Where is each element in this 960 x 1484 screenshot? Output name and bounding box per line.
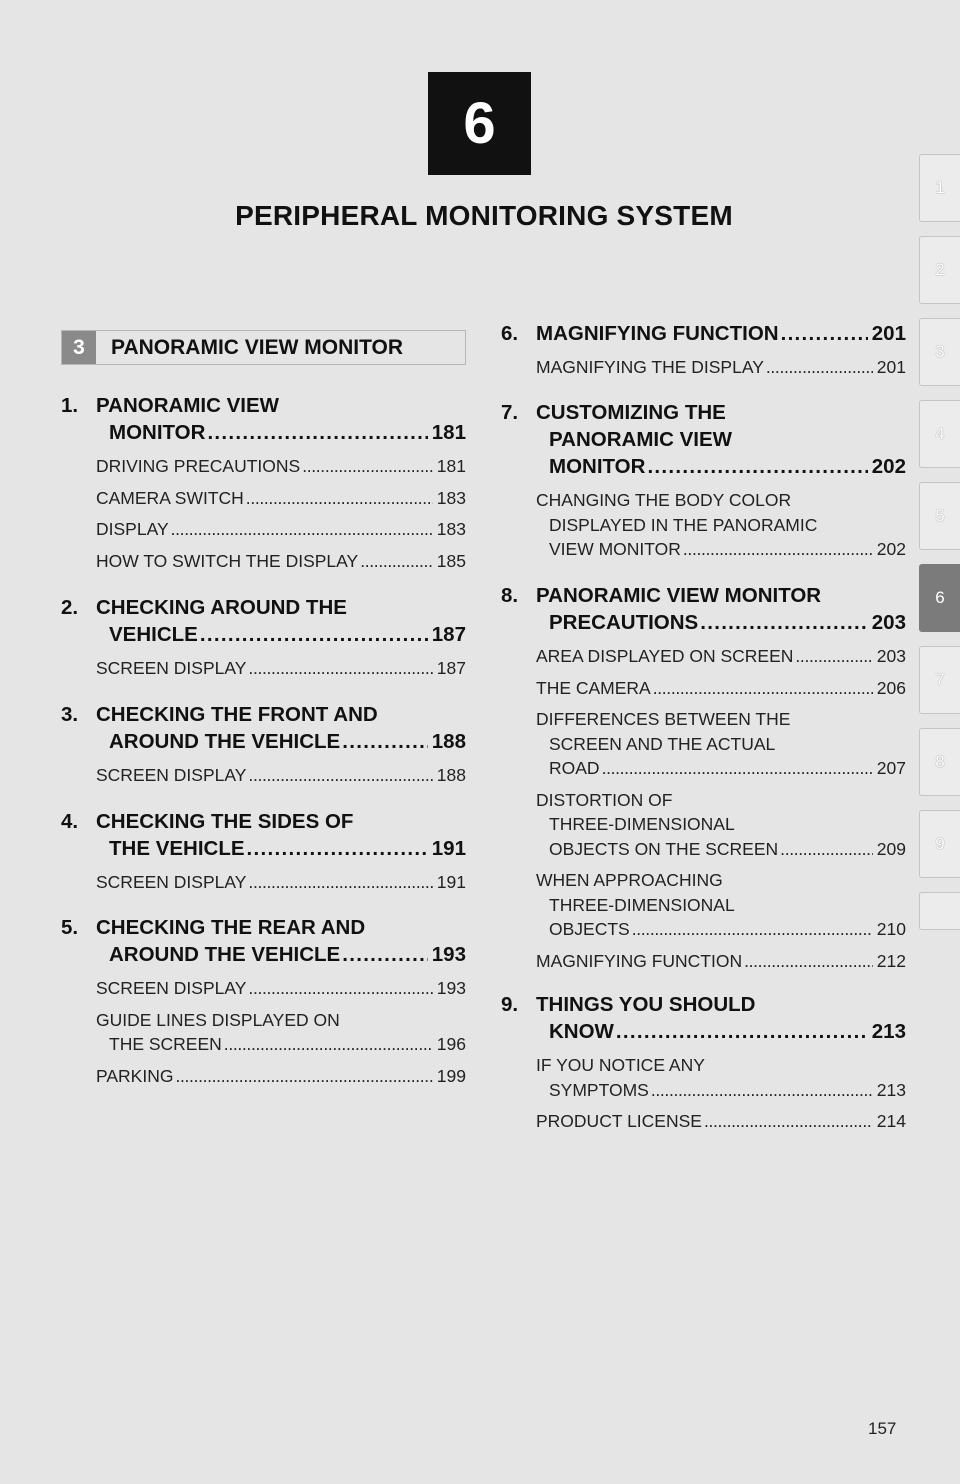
entry-label: THE VEHICLE — [109, 837, 245, 860]
entry-page-number: 207 — [876, 758, 906, 778]
dot-leader — [780, 837, 873, 862]
toc-subentry[interactable] — [536, 644, 906, 669]
dot-leader — [224, 1032, 433, 1057]
entry-label: MAGNIFYING FUNCTION — [536, 322, 779, 345]
entry-page-number: 181 — [436, 456, 466, 476]
entry-label: PANORAMIC VIEW — [96, 394, 279, 417]
entry-label: IF YOU NOTICE ANY — [536, 1055, 705, 1075]
toc-subentry[interactable] — [96, 454, 466, 479]
entry-page-number: 188 — [436, 765, 466, 785]
chapter-tab-label: 1 — [935, 178, 945, 197]
toc-subentry[interactable] — [536, 488, 906, 562]
chapter-tab-label: 6 — [935, 588, 945, 607]
toc-subentry[interactable] — [536, 949, 906, 974]
chapter-tab-label: 7 — [935, 670, 945, 689]
toc-entry-title — [61, 392, 466, 446]
chapter-number-box — [428, 72, 531, 175]
dot-leader — [744, 949, 873, 974]
entry-page-number: 201 — [876, 357, 906, 377]
chapter-tab-label: 8 — [935, 752, 945, 771]
dot-leader — [360, 549, 433, 574]
chapter-tab-4[interactable] — [919, 400, 960, 468]
entry-page-number: 214 — [876, 1111, 906, 1131]
entry-label: SCREEN DISPLAY — [96, 872, 247, 892]
dot-leader — [171, 517, 433, 542]
toc-entry-number: 3. — [61, 703, 79, 726]
entry-label: CAMERA SWITCH — [96, 487, 244, 508]
entry-label: OBJECTS ON THE SCREEN — [549, 838, 779, 859]
toc-subentry[interactable] — [536, 355, 906, 380]
entry-label: PANORAMIC VIEW — [549, 428, 732, 451]
entry-label: CHECKING THE REAR AND — [96, 916, 366, 939]
entry-label: VIEW MONITOR — [549, 539, 681, 559]
entry-label: DRIVING PRECAUTIONS — [96, 456, 301, 476]
toc-subentry[interactable] — [536, 707, 906, 781]
entry-label: PRODUCT LICENSE — [536, 1111, 702, 1131]
toc-entry[interactable] — [501, 991, 906, 1141]
entry-label: SCREEN DISPLAY — [96, 765, 247, 785]
entry-page-number: 191 — [436, 872, 466, 892]
entry-page-number: 193 — [436, 978, 466, 998]
dot-leader — [200, 621, 428, 648]
chapter-title: PERIPHERAL MONITORING SYSTEM — [235, 200, 733, 231]
toc-subentry[interactable] — [96, 656, 466, 681]
toc-entry-number: 6. — [501, 322, 519, 345]
toc-subentries — [61, 976, 466, 1088]
chapter-tab-label: 4 — [935, 424, 945, 443]
entry-page-number: 202 — [876, 539, 906, 559]
toc-entry-number: 8. — [501, 584, 519, 607]
chapter-tab-9[interactable] — [919, 810, 960, 878]
toc-subentries — [501, 1053, 906, 1134]
entry-label: CHECKING THE FRONT AND — [96, 703, 378, 726]
chapter-tab-3[interactable] — [919, 318, 960, 386]
entry-page-number: 202 — [871, 455, 906, 478]
chapter-tab-2[interactable] — [919, 236, 960, 304]
entry-label: THINGS YOU SHOULD — [536, 993, 756, 1016]
toc-subentry[interactable] — [536, 868, 906, 942]
entry-label: SCREEN AND THE ACTUAL — [549, 733, 776, 754]
entry-label: AROUND THE VEHICLE — [109, 730, 341, 753]
toc-subentry[interactable] — [96, 1008, 466, 1057]
dot-leader — [781, 320, 868, 347]
entry-label: SYMPTOMS — [549, 1079, 649, 1100]
dot-leader — [651, 1078, 873, 1103]
entry-label: DISPLAYED IN THE PANORAMIC — [549, 514, 818, 535]
dot-leader — [795, 644, 872, 669]
dot-leader — [248, 763, 432, 788]
entry-page-number: 203 — [876, 646, 906, 666]
entry-label: DISPLAY — [96, 519, 169, 539]
chapter-tab-5[interactable] — [919, 482, 960, 550]
entry-page-number: 181 — [431, 421, 466, 444]
chapter-tab-7[interactable] — [919, 646, 960, 714]
dot-leader — [647, 453, 867, 480]
chapter-tab-label: 3 — [935, 342, 945, 361]
toc-subentry[interactable] — [536, 1109, 906, 1134]
entry-page-number: 196 — [436, 1034, 466, 1054]
entry-label: DIFFERENCES BETWEEN THE — [536, 709, 791, 729]
section-header — [61, 330, 466, 365]
dot-leader — [632, 917, 873, 942]
toc-entry[interactable] — [61, 808, 466, 902]
toc-entry-title — [501, 399, 906, 480]
toc-subentry[interactable] — [536, 788, 906, 862]
entry-page-number: 193 — [431, 943, 466, 966]
dot-leader — [700, 609, 868, 636]
dot-leader — [683, 537, 873, 562]
toc-entry-title — [501, 320, 906, 347]
dot-leader — [207, 419, 427, 446]
dot-leader — [602, 756, 873, 781]
entry-page-number: 191 — [431, 837, 466, 860]
entry-page-number: 213 — [876, 1079, 906, 1100]
section-title: PANORAMIC VIEW MONITOR — [111, 336, 404, 359]
chapter-number: 6 — [463, 91, 496, 156]
toc-entry-number: 7. — [501, 401, 519, 424]
entry-page-number: 185 — [436, 550, 466, 571]
toc-entry-title — [61, 914, 466, 968]
toc-subentry[interactable] — [96, 549, 466, 574]
dot-leader — [342, 941, 428, 968]
dot-leader — [247, 835, 428, 862]
entry-label: VEHICLE — [109, 623, 198, 646]
chapter-tab-label: 2 — [935, 260, 945, 279]
toc-entry-title — [61, 594, 466, 648]
entry-label: CHECKING AROUND THE — [96, 596, 347, 619]
entry-page-number: 183 — [436, 519, 466, 539]
entry-label: AROUND THE VEHICLE — [109, 943, 341, 966]
entry-page-number: 209 — [876, 838, 906, 859]
toc-entry-number: 2. — [61, 596, 79, 619]
entry-label: THE SCREEN — [109, 1034, 222, 1054]
entry-label: THREE-DIMENSIONAL — [549, 894, 735, 915]
entry-label: ROAD — [549, 758, 600, 778]
toc-entry-title — [501, 582, 906, 636]
entry-label: OBJECTS — [549, 919, 630, 939]
entry-label: PRECAUTIONS — [549, 611, 699, 634]
chapter-tab-8[interactable] — [919, 728, 960, 796]
toc-entry-title — [501, 991, 906, 1045]
entry-label: CUSTOMIZING THE — [536, 401, 726, 424]
toc-entry-number: 1. — [61, 394, 79, 417]
entry-page-number: 210 — [876, 919, 906, 939]
entry-page-number: 187 — [431, 623, 466, 646]
toc-subentry[interactable] — [536, 1053, 906, 1102]
chapter-tab-1[interactable] — [919, 154, 960, 222]
toc-subentry[interactable] — [96, 976, 466, 1001]
toc-entry[interactable] — [61, 914, 466, 1095]
toc-entry[interactable] — [61, 594, 466, 688]
dot-leader — [248, 976, 432, 1001]
toc-entry-number: 9. — [501, 993, 519, 1016]
chapter-tab-index[interactable] — [919, 892, 960, 930]
entry-page-number: 183 — [436, 487, 466, 508]
entry-label: KNOW — [549, 1020, 614, 1043]
entry-page-number: 213 — [871, 1020, 906, 1043]
toc-subentries — [61, 763, 466, 788]
chapter-tab-6[interactable] — [919, 564, 960, 632]
entry-page-number: 199 — [436, 1065, 466, 1086]
toc-entry[interactable] — [501, 399, 906, 569]
entry-label: THE CAMERA — [536, 677, 651, 698]
toc-entry[interactable] — [501, 320, 906, 387]
entry-label: MAGNIFYING FUNCTION — [536, 950, 743, 971]
entry-label: PARKING — [96, 1065, 174, 1086]
toc-subentry[interactable] — [96, 870, 466, 895]
toc-subentry[interactable] — [536, 676, 906, 701]
dot-leader — [302, 454, 433, 479]
toc-entry-title — [61, 701, 466, 755]
dot-leader — [653, 676, 873, 701]
toc-entry-number: 5. — [61, 916, 79, 939]
entry-page-number: 206 — [876, 677, 906, 698]
entry-label: CHANGING THE BODY COLOR — [536, 490, 792, 510]
entry-label: THREE-DIMENSIONAL — [549, 814, 735, 834]
entry-label: CHECKING THE SIDES OF — [96, 810, 354, 833]
entry-label: AREA DISPLAYED ON SCREEN — [536, 646, 794, 666]
entry-label: SCREEN DISPLAY — [96, 978, 247, 998]
toc-entry-title — [61, 808, 466, 862]
dot-leader — [248, 656, 432, 681]
dot-leader — [616, 1018, 868, 1045]
entry-label: SCREEN DISPLAY — [96, 658, 247, 678]
section-number: 3 — [62, 331, 96, 364]
toc-entry[interactable] — [61, 392, 466, 580]
entry-label: MONITOR — [549, 455, 646, 478]
entry-page-number: 187 — [436, 658, 466, 678]
entry-page-number: 188 — [431, 730, 466, 753]
toc-entry[interactable] — [501, 582, 906, 980]
dot-leader — [248, 870, 432, 895]
toc-subentry[interactable] — [96, 1064, 466, 1089]
chapter-tab-label: 9 — [935, 834, 945, 853]
entry-label: DISTORTION OF — [536, 789, 673, 810]
entry-label: MAGNIFYING THE DISPLAY — [536, 357, 764, 377]
toc-entry[interactable] — [61, 701, 466, 795]
entry-label: WHEN APPROACHING — [536, 870, 723, 890]
toc-subentry[interactable] — [96, 517, 466, 542]
toc-subentries — [501, 644, 906, 973]
toc-subentries — [61, 870, 466, 895]
entry-label: GUIDE LINES DISPLAYED ON — [96, 1009, 340, 1030]
toc-subentries — [61, 454, 466, 573]
toc-subentry[interactable] — [96, 763, 466, 788]
toc-subentry[interactable] — [96, 486, 466, 511]
toc-entry-number: 4. — [61, 810, 79, 833]
chapter-tab-label: 5 — [935, 506, 945, 525]
toc-subentries — [61, 656, 466, 681]
entry-label: HOW TO SWITCH THE DISPLAY — [96, 550, 359, 571]
entry-page-number: 201 — [871, 322, 906, 345]
entry-label: MONITOR — [109, 421, 206, 444]
dot-leader — [342, 728, 428, 755]
dot-leader — [246, 486, 433, 511]
entry-page-number: 212 — [876, 950, 906, 971]
dot-leader — [175, 1064, 432, 1089]
dot-leader — [766, 355, 873, 380]
toc-subentries — [501, 355, 906, 380]
entry-page-number: 203 — [871, 611, 906, 634]
dot-leader — [704, 1109, 873, 1134]
entry-label: PANORAMIC VIEW MONITOR — [536, 584, 822, 607]
page-number: 157 — [868, 1419, 897, 1438]
toc-subentries — [501, 488, 906, 562]
